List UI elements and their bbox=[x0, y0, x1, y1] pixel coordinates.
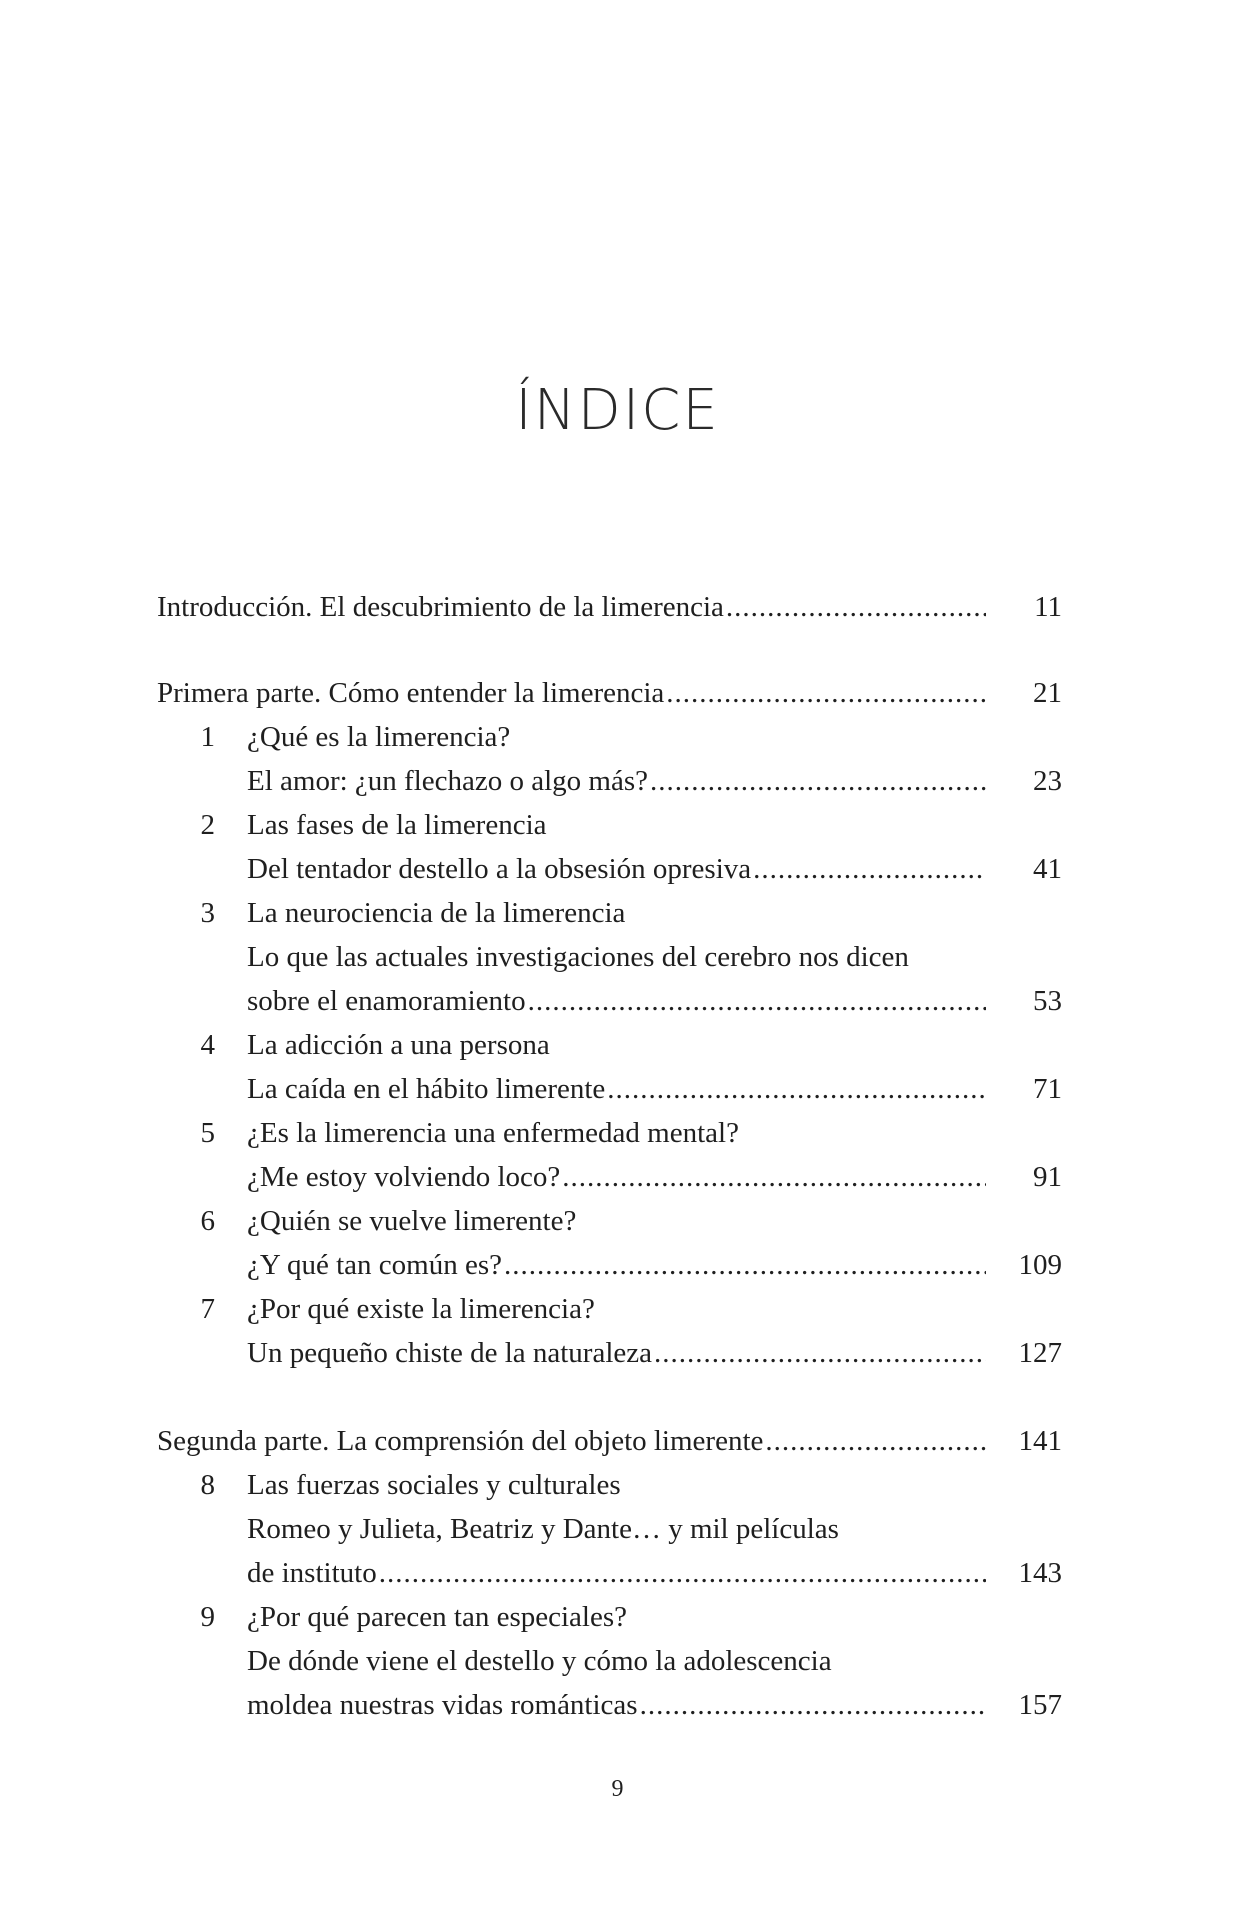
dot-leader bbox=[562, 1155, 986, 1199]
toc-chapter-line bbox=[157, 1595, 1062, 1639]
page-reference: 23 bbox=[1033, 765, 1062, 797]
chapter-subtitle: Lo que las actuales investigaciones del cerebro nos dicen bbox=[247, 941, 909, 973]
toc-chapter-line bbox=[157, 1155, 1062, 1199]
toc-chapter-line bbox=[157, 1023, 1062, 1067]
toc-chapter-line bbox=[157, 1683, 1062, 1727]
chapter-title: Las fuerzas sociales y culturales bbox=[247, 1469, 621, 1501]
chapter-number: 3 bbox=[200, 897, 215, 929]
toc-chapter-line bbox=[157, 1287, 1062, 1331]
chapter-title: ¿Por qué existe la limerencia? bbox=[247, 1293, 595, 1325]
chapter-title: La neurociencia de la limerencia bbox=[247, 897, 626, 929]
toc-chapter-line bbox=[157, 1551, 1062, 1595]
toc-part-heading bbox=[157, 1419, 1062, 1463]
toc-chapter-line bbox=[157, 803, 1062, 847]
chapter-title: ¿Qué es la limerencia? bbox=[247, 721, 511, 753]
entry-title: Introducción. El descubrimiento de la limerencia bbox=[157, 591, 724, 623]
toc-chapter-line bbox=[157, 759, 1062, 803]
chapter-subtitle: de instituto bbox=[247, 1557, 377, 1589]
chapter-subtitle: Del tentador destello a la obsesión opresiva bbox=[247, 853, 752, 885]
chapter-number: 9 bbox=[200, 1601, 215, 1633]
page-reference: 143 bbox=[1018, 1557, 1062, 1589]
chapter-subtitle: sobre el enamoramiento bbox=[247, 985, 526, 1017]
chapter-title: ¿Quién se vuelve limerente? bbox=[247, 1205, 577, 1237]
page-title: ÍNDICE bbox=[515, 378, 720, 443]
page-reference: 127 bbox=[1018, 1337, 1062, 1369]
chapter-title: Las fases de la limerencia bbox=[247, 809, 547, 841]
toc-chapter-line bbox=[157, 1639, 1062, 1683]
page-reference: 53 bbox=[1033, 985, 1062, 1017]
page-reference: 41 bbox=[1033, 853, 1062, 885]
chapter-number: 7 bbox=[200, 1293, 215, 1325]
part-title: Segunda parte. La comprensión del objeto limerente bbox=[157, 1425, 764, 1457]
dot-leader bbox=[504, 1243, 986, 1287]
toc-chapter-line bbox=[157, 847, 1062, 891]
chapter-subtitle: Romeo y Julieta, Beatriz y Dante… y mil películas bbox=[247, 1513, 839, 1545]
toc-chapter-line bbox=[157, 935, 1062, 979]
chapter-number: 1 bbox=[200, 721, 215, 753]
page-number: 9 bbox=[611, 1776, 624, 1802]
toc-part-heading bbox=[157, 671, 1062, 715]
chapter-number: 8 bbox=[200, 1469, 215, 1501]
chapter-subtitle: ¿Y qué tan común es? bbox=[247, 1249, 502, 1281]
chapter-title: ¿Por qué parecen tan especiales? bbox=[247, 1601, 628, 1633]
chapter-subtitle: Un pequeño chiste de la naturaleza bbox=[247, 1337, 653, 1369]
dot-leader bbox=[650, 759, 986, 803]
dot-leader bbox=[528, 979, 986, 1023]
toc-chapter-line bbox=[157, 1243, 1062, 1287]
toc-chapter-line bbox=[157, 1331, 1062, 1375]
toc-chapter-line bbox=[157, 891, 1062, 935]
chapter-number: 2 bbox=[200, 809, 215, 841]
toc-chapter-line bbox=[157, 1463, 1062, 1507]
chapter-subtitle: moldea nuestras vidas románticas bbox=[247, 1689, 638, 1721]
toc-chapter-line bbox=[157, 1507, 1062, 1551]
toc-chapter-line bbox=[157, 1199, 1062, 1243]
dot-leader bbox=[753, 847, 986, 891]
page-reference: 109 bbox=[1018, 1249, 1062, 1281]
dot-leader bbox=[379, 1551, 986, 1595]
dot-leader bbox=[640, 1683, 986, 1727]
toc-chapter-line bbox=[157, 1067, 1062, 1111]
part-title: Primera parte. Cómo entender la limerencia bbox=[157, 677, 665, 709]
chapter-title: La adicción a una persona bbox=[247, 1029, 550, 1061]
chapter-number: 6 bbox=[200, 1205, 215, 1237]
dot-leader bbox=[726, 585, 986, 629]
toc-chapter-line bbox=[157, 1111, 1062, 1155]
page-reference: 11 bbox=[1034, 591, 1062, 623]
page-reference: 71 bbox=[1033, 1073, 1062, 1105]
chapter-number: 4 bbox=[200, 1029, 215, 1061]
chapter-title: ¿Es la limerencia una enfermedad mental? bbox=[247, 1117, 739, 1149]
dot-leader bbox=[654, 1331, 986, 1375]
dot-leader bbox=[666, 671, 986, 715]
page-reference: 141 bbox=[1018, 1425, 1062, 1457]
chapter-number: 5 bbox=[200, 1117, 215, 1149]
toc-entry-introduction bbox=[157, 585, 1062, 629]
dot-leader bbox=[765, 1419, 986, 1463]
dot-leader bbox=[607, 1067, 986, 1111]
chapter-subtitle: De dónde viene el destello y cómo la adolescencia bbox=[247, 1645, 832, 1677]
page-reference: 91 bbox=[1033, 1161, 1062, 1193]
toc-chapter-line bbox=[157, 715, 1062, 759]
chapter-subtitle: La caída en el hábito limerente bbox=[247, 1073, 606, 1105]
chapter-subtitle: ¿Me estoy volviendo loco? bbox=[247, 1161, 561, 1193]
toc-chapter-line bbox=[157, 979, 1062, 1023]
page-reference: 157 bbox=[1018, 1689, 1062, 1721]
chapter-subtitle: El amor: ¿un flechazo o algo más? bbox=[247, 765, 649, 797]
page-reference: 21 bbox=[1033, 677, 1062, 709]
